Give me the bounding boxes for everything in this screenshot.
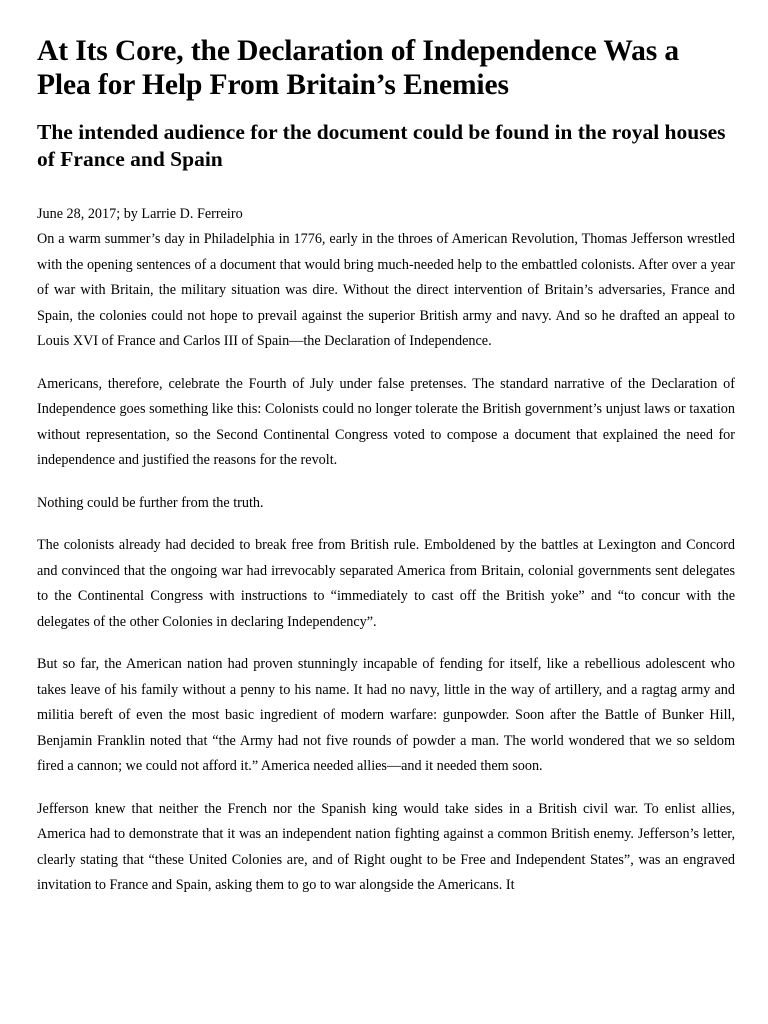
paragraph-3: Nothing could be further from the truth. [37, 494, 264, 511]
article-title: At Its Core, the Declaration of Independence Was a Plea for Help From Britain’s Enemies [37, 35, 680, 101]
article-byline: June 28, 2017; by Larrie D. Ferreiro [37, 206, 243, 222]
paragraph-6: Jefferson knew that neither the French nor the Spanish king would take sides in a British civil war. To enlist allies, America had to demonstrate that it was an independent nation fighting against a common British enemy. Jefferson’s letter, clearly stating that “these United Colonies are, and of Right ought to be Free and Independent States”, was an engraved invitation to France and Spain, asking them to go to war alongside the Americans. It [37, 800, 735, 893]
paragraph-4: The colonists already had decided to break free from British rule. Emboldened by the battles at Lexington and Concord and convinced that the ongoing war had irrevocably separated America from Britain, colonial governments sent delegates to the Continental Congress with instructions to “immediately to cast off the British yoke” and “to concur with the delegates of the other Colonies in declaring Independency”. [37, 537, 735, 630]
document-page [37, 34, 735, 899]
paragraph-5: But so far, the American nation had proven stunningly incapable of fending for itself, like a rebellious adolescent who takes leave of his family without a penny to his name. It had no navy, little in the way of artillery, and a ragtag army and militia bereft of even the most basic ingredient of modern warfare: gunpowder. Soon after the Battle of Bunker Hill, Benjamin Franklin noted that “the Army had not five rounds of powder a man. The world wondered that we so seldom fired a cannon; we could not afford it.” America needed allies—and it needed them soon. [37, 656, 735, 774]
paragraph-2: Americans, therefore, celebrate the Fourth of July under false pretenses. The standard narrative of the Declaration of Independence goes something like this: Colonists could no longer tolerate the British government’s unjust laws or taxation without representation, so the Second Continental Congress voted to compose a document that explained the need for independence and justified the reasons for the revolt. [37, 375, 735, 468]
article-body [37, 227, 735, 899]
paragraph-1: On a warm summer’s day in Philadelphia in 1776, early in the throes of American Revolution, Thomas Jefferson wrestled with the opening sentences of a document that would bring much-needed help to the embattled colonists. After over a year of war with Britain, the military situation was dire. Without the direct intervention of Britain’s adversaries, France and Spain, the colonies could not hope to prevail against the superior British army and navy. And so he drafted an appeal to Louis XVI of France and Carlos III of Spain—the Declaration of Independence. [37, 231, 735, 349]
article-subtitle: The intended audience for the document could be found in the royal houses of France and Spain [37, 120, 726, 171]
